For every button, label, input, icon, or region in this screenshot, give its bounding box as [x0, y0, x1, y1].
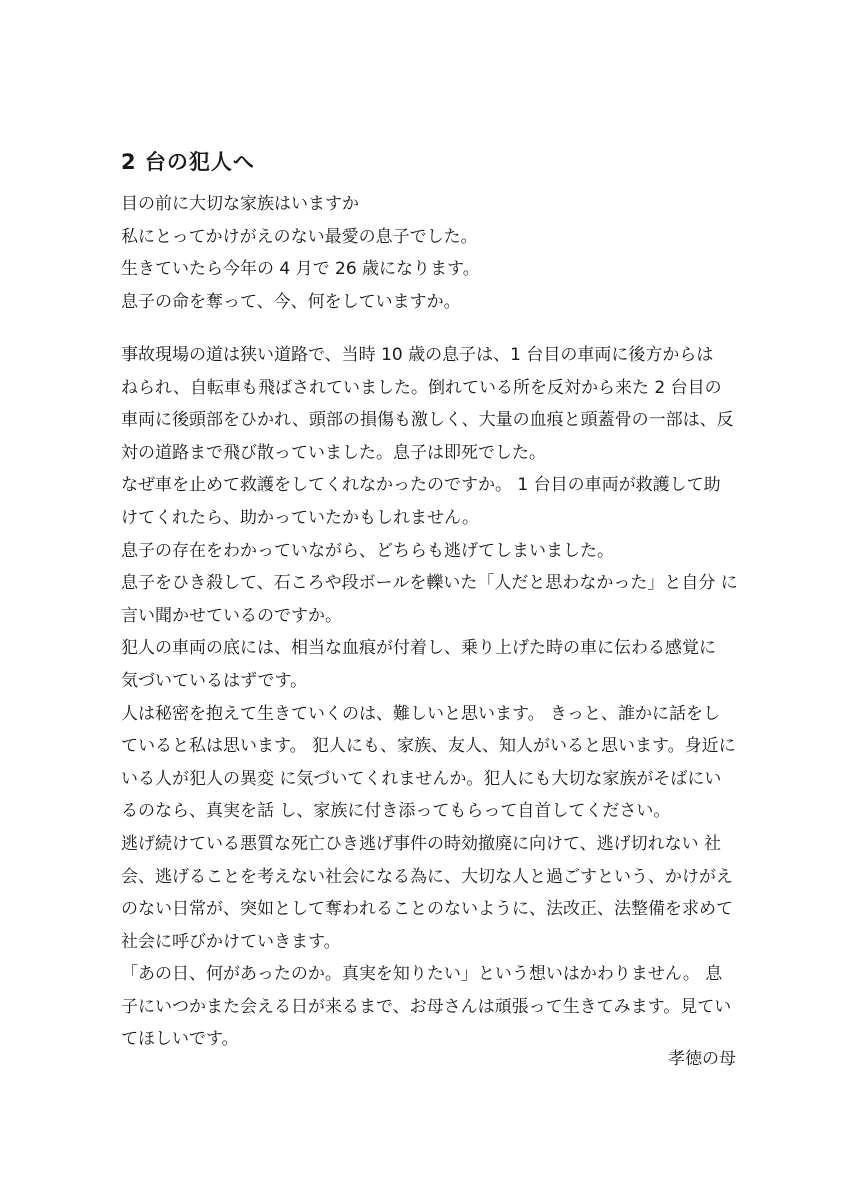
- body-line: てほしいです。: [121, 1029, 239, 1050]
- body-line: 「あの日、何があったのか。真実を知りたい」という想いはかわりません。 息: [121, 964, 723, 985]
- body-paragraph: [121, 339, 741, 1056]
- body-line: 子にいつかまた会える日が来るまで、お母さんは頑張って生きてみます。見てい: [121, 996, 732, 1017]
- body-line: 社会に呼びかけていきます。: [121, 931, 341, 952]
- body-line: 事故現場の道は狭い道路で、当時 10 歳の息子は、1 台目の車両に後方からは: [121, 345, 714, 365]
- body-line: ていると私は思います。 犯人にも、家族、友人、知人がいると思います。身近に: [121, 736, 736, 757]
- body-line: いる人が犯人の異変 に気づいてくれませんか。犯人にも大切な家族がそばにい: [121, 768, 722, 789]
- body-line: るのなら、真実を話 し、家族に付き添ってもらって自首してください。: [121, 801, 671, 822]
- letter-title: 2 台の犯人へ: [121, 150, 255, 174]
- body-line: 言い聞かせているのですか。: [121, 605, 342, 626]
- intro-line: 息子の命を奪って、今、何をしていますか。: [121, 291, 461, 312]
- body-line: のない日常が、突如として奪われることのないように、法改正、法整備を求めて: [121, 899, 733, 920]
- body-line: 対の道路まで飛び散っていました。息子は即死でした。: [121, 442, 546, 463]
- body-line: 気づいているはずです。: [121, 670, 308, 691]
- intro-line: 目の前に大切な家族はいますか: [121, 194, 359, 214]
- body-line: 犯人の車両の底には、相当な血痕が付着し、乗り上げた時の車に伝わる感覚に: [121, 638, 716, 659]
- intro-line: 私にとってかけがえのない最愛の息子でした。: [121, 226, 478, 247]
- body-line: 逃げ続けている悪質な死亡ひき逃げ事件の時効撤廃に向けて、逃げ切れない 社: [121, 833, 722, 854]
- body-line: けてくれたら、助かっていたかもしれません。: [121, 507, 480, 528]
- body-line: 車両に後頭部をひかれ、頭部の損傷も激しく、大量の血痕と頭蓋骨の一部は、反: [121, 410, 734, 431]
- body-line: なぜ車を止めて救護をしてくれなかったのですか。 1 台目の車両が救護して助: [121, 475, 721, 496]
- body-line: 人は秘密を抱えて生きていくのは、難しいと思います。 きっと、誰かに話をし: [121, 703, 721, 724]
- body-line: 息子をひき殺して、石ころや段ボールを轢いた「人だと思わなかった」と自分 に: [121, 573, 738, 594]
- body-line: ねられ、自転車も飛ばされていました。倒れている所を反対から来た 2 台目の: [121, 377, 722, 398]
- intro-paragraph: [121, 188, 741, 318]
- body-line: 息子の存在をわかっていながら、どちらも逃げてしまいました。: [121, 540, 614, 561]
- signature: 孝徳の母: [668, 1049, 736, 1069]
- body-line: 会、逃げることを考えない社会になる為に、大切な人と過ごすという、かけがえ: [121, 866, 733, 887]
- intro-line: 生きていたら今年の 4 月で 26 歳になります。: [121, 259, 480, 280]
